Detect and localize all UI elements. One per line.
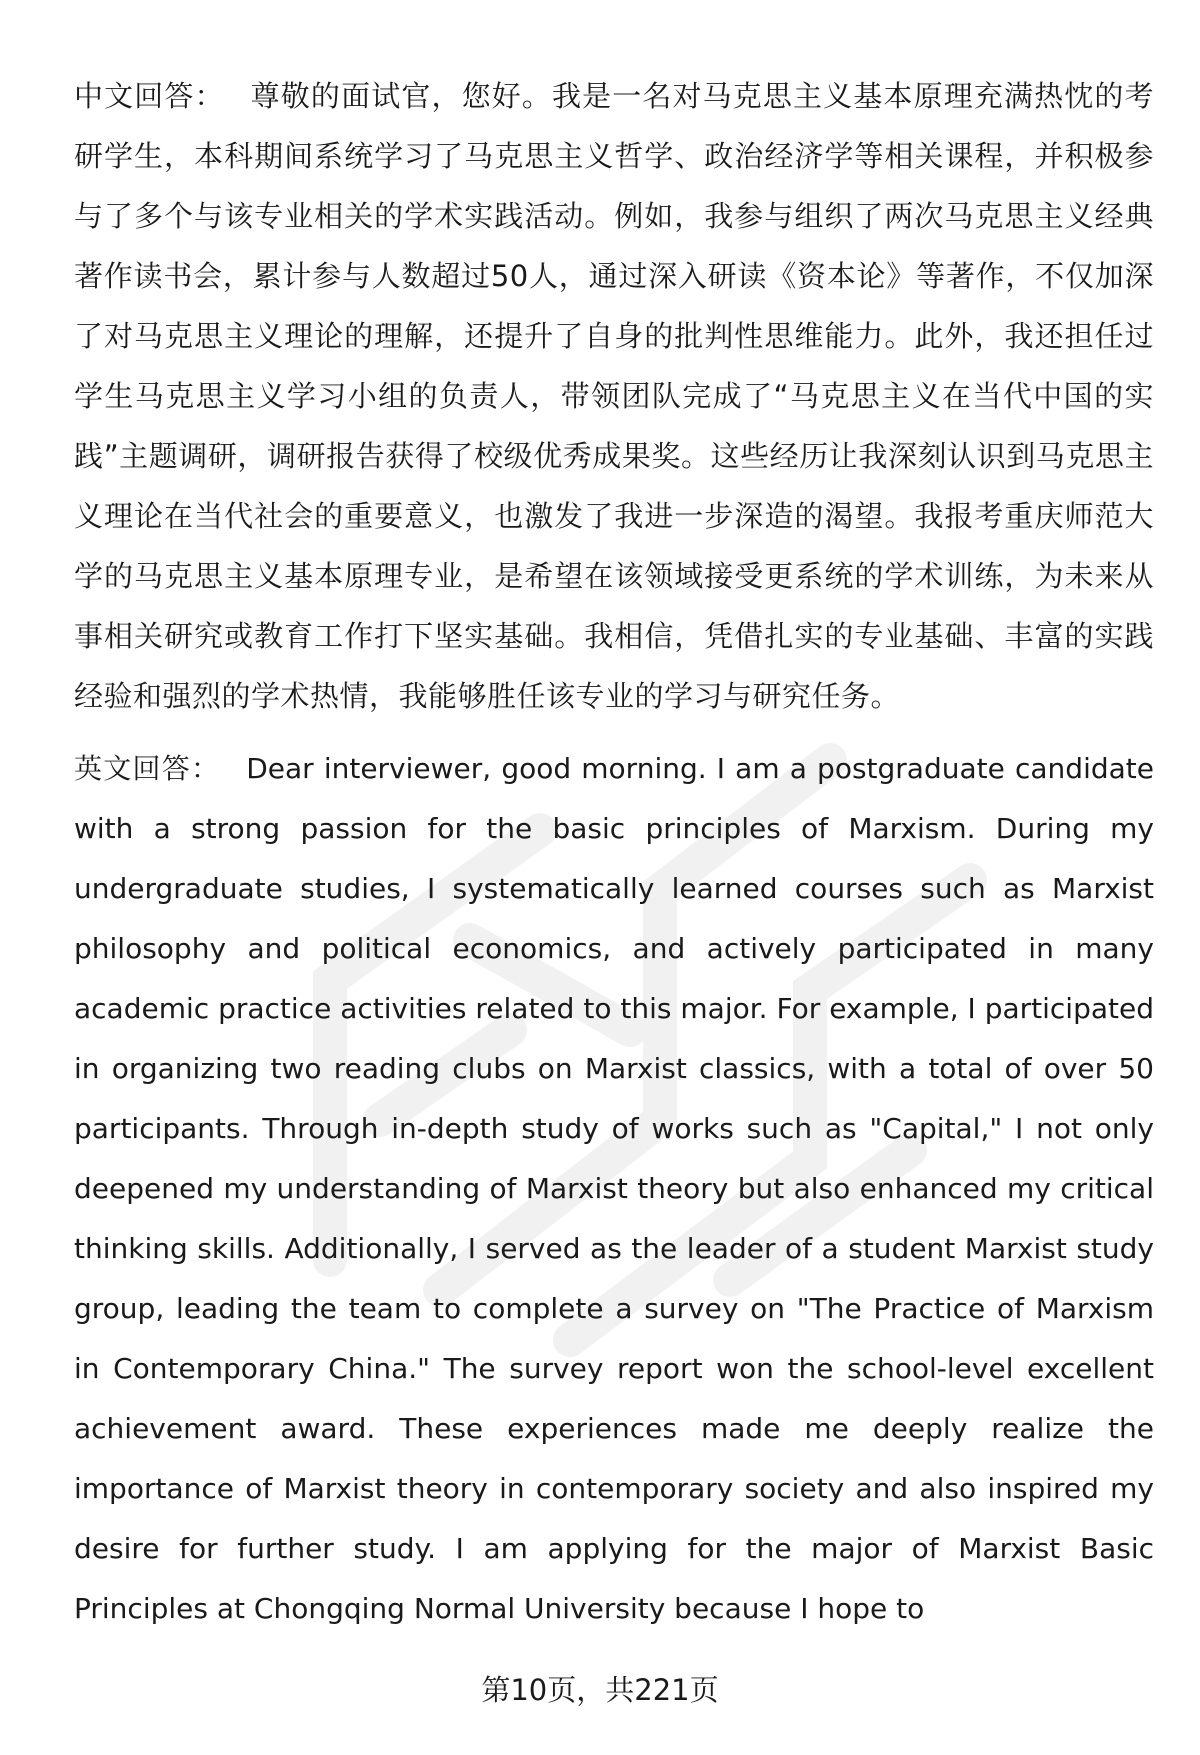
english-answer-label: 英文回答：: [74, 752, 221, 785]
answer-content: [74, 66, 1154, 1639]
english-answer-paragraph: [74, 739, 1154, 1639]
chinese-answer-label: 中文回答：: [74, 79, 225, 113]
english-answer-text: Dear interviewer, good morning. I am a postgraduate candidate with a strong passion for the basic principles of Marxism. During my undergraduate studies, I systematically learned courses such as Marxist philosophy and political economics, and actively participated in many academic practice activities related to this major. For example, I participated in organizing two reading clubs on Marxist classics, with a total of over 50 participants. Through in-depth study of works such as "Capital," I not only deepened my understanding of Marxist theory but also enhanced my critical thinking skills. Additionally, I served as the leader of a student Marxist study group, leading the team to complete a survey on "The Practice of Marxism in Contemporary China." The survey report won the school-level excellent achievement award. These experiences made me deeply realize the importance of Marxist theory in contemporary society and also inspired my desire for further study. I am applying for the major of Marxist Basic Principles at Chongqing Normal University because I hope to: [74, 752, 1154, 1625]
chinese-answer-paragraph: [74, 66, 1154, 726]
page-indicator: 第10页，共221页: [481, 1673, 719, 1707]
chinese-answer-text: 尊敬的面试官，您好。我是一名对马克思主义基本原理充满热忱的考研学生，本科期间系统学习了马克思主义哲学、政治经济学等相关课程，并积极参与了多个与该专业相关的学术实践活动。例如，我参与组织了两次马克思主义经典著作读书会，累计参与人数超过50人，通过深入研读《资本论》等著作，不仅加深了对马克思主义理论的理解，还提升了自身的批判性思维能力。此外，我还担任过学生马克思主义学习小组的负责人，带领团队完成了“马克思主义在当代中国的实践”主题调研，调研报告获得了校级优秀成果奖。这些经历让我深刻认识到马克思主义理论在当代社会的重要意义，也激发了我进一步深造的渴望。我报考重庆师范大学的马克思主义基本原理专业，是希望在该领域接受更系统的学术训练，为未来从事相关研究或教育工作打下坚实基础。我相信，凭借扎实的专业基础、丰富的实践经验和强烈的学术热情，我能够胜任该专业的学习与研究任务。: [74, 79, 1154, 713]
